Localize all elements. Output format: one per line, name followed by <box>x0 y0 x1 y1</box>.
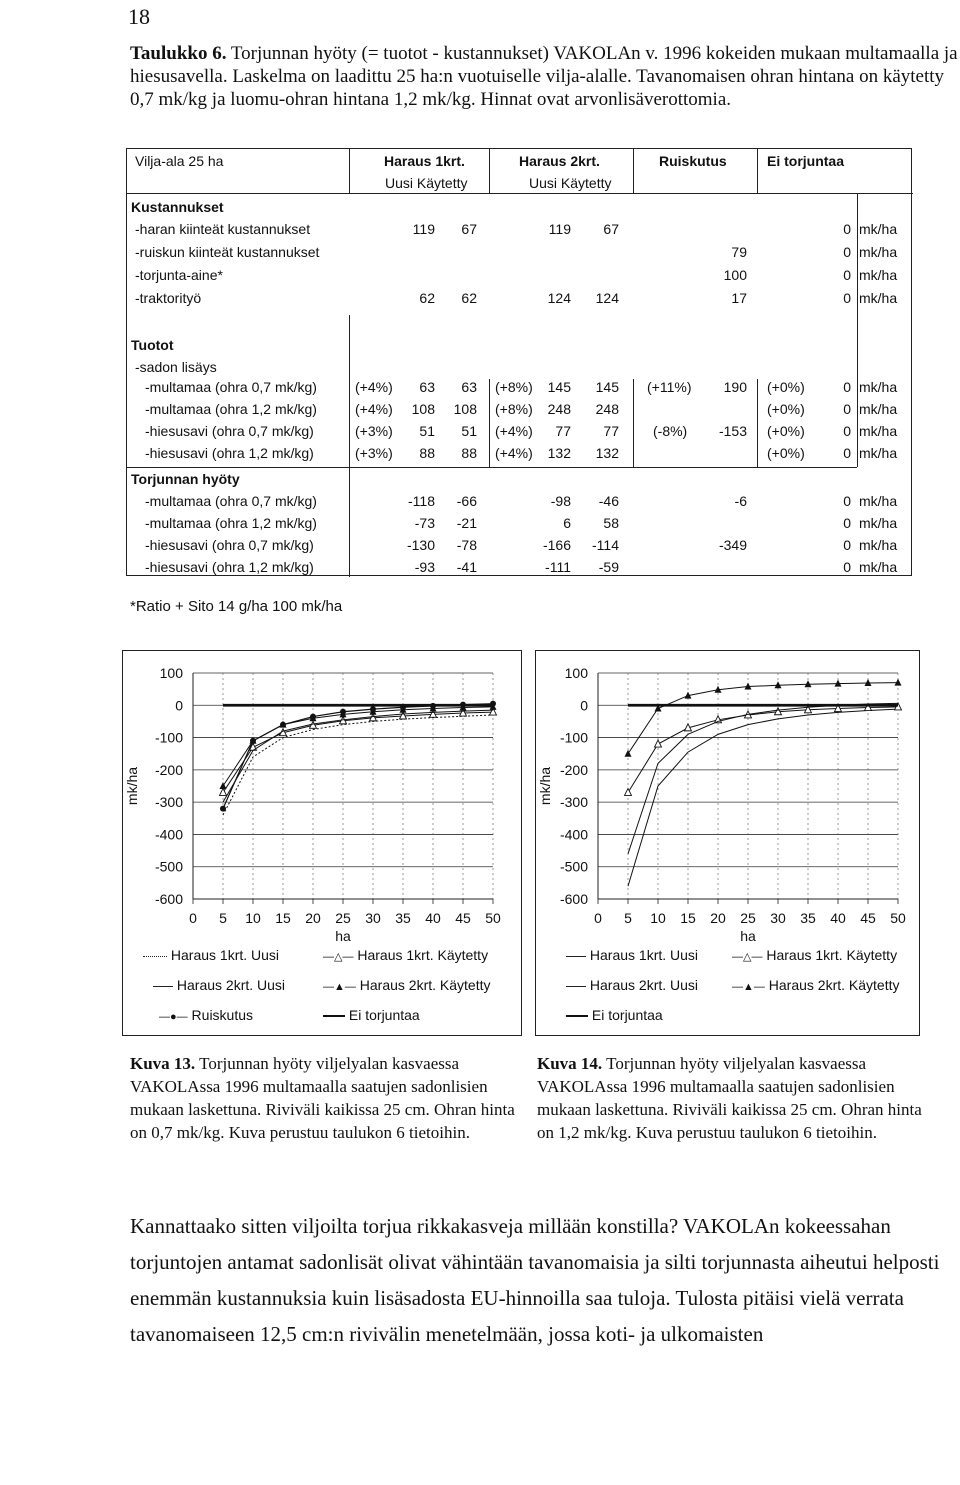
legend-item <box>566 977 698 993</box>
legend-label: Haraus 1krt. Käytetty <box>766 947 898 963</box>
y-tick-label: -400 <box>154 826 183 843</box>
legend-line-icon <box>143 956 167 957</box>
cost-benefit-table <box>126 148 912 576</box>
cell: -6 <box>734 493 747 509</box>
cell: 63 <box>419 379 435 395</box>
legend-item <box>732 947 897 963</box>
legend-item <box>323 1007 420 1023</box>
section-revenues: Tuotot <box>131 337 174 353</box>
legend-label: Ei torjuntaa <box>591 1007 663 1023</box>
legend-label: Haraus 2krt. Käytetty <box>768 977 900 993</box>
data-point <box>310 714 316 720</box>
x-tick-label: 0 <box>594 910 602 926</box>
data-point <box>895 679 902 686</box>
cell: -41 <box>456 559 477 575</box>
series-line <box>628 683 898 754</box>
col-header-ruiskutus: Ruiskutus <box>659 153 727 169</box>
cell: 88 <box>461 445 477 461</box>
cell: -111 <box>545 559 571 575</box>
table-caption-text: Torjunnan hyöty (= tuotot - kustannukset) VAKOLAn v. 1996 kokeiden mukaan multamaalla ja hiesusavella. Laskelma on laadittu 25 ha:n vuotuiselle vilja-alalle. Tavanomaisen ohran hintana on käytetty 0,7 mk/kg ja luomu-ohran hintana 1,2 mk/kg. Hinnat ovat arvonlisäverottomia. <box>130 43 958 110</box>
col-header-ei-torjuntaa: Ei torjuntaa <box>767 153 845 169</box>
cell-pct: (+11%) <box>647 379 692 395</box>
cell: 67 <box>461 221 477 237</box>
legend-label: Haraus 2krt. Uusi <box>589 977 699 993</box>
unit: mk/ha <box>859 290 898 306</box>
legend-item <box>323 977 491 993</box>
header-sep <box>349 149 350 193</box>
table-row <box>127 290 913 313</box>
legend-item <box>323 947 488 963</box>
row-label: -traktorityö <box>135 290 202 306</box>
figure-13-label: Kuva 13. <box>130 1054 196 1073</box>
cell: 17 <box>731 290 747 306</box>
legend-line-icon <box>566 956 586 957</box>
unit: mk/ha <box>859 267 898 283</box>
cell: 124 <box>595 290 619 306</box>
series-line <box>223 712 493 792</box>
cell: 248 <box>547 401 571 417</box>
cell: 58 <box>603 515 619 531</box>
cell: 0 <box>843 290 851 306</box>
table-caption <box>130 42 960 111</box>
row-label: -hiesusavi (ohra 0,7 mk/kg) <box>145 537 314 553</box>
y-axis-label: mk/ha <box>537 766 553 806</box>
legend-line-icon <box>323 1015 345 1017</box>
row-label: -hiesusavi (ohra 1,2 mk/kg) <box>145 559 314 575</box>
legend-label: Haraus 2krt. Käytetty <box>359 977 491 993</box>
data-point <box>370 706 376 712</box>
x-tick-label: 50 <box>890 910 906 926</box>
y-tick-label: 0 <box>175 697 183 714</box>
legend-label: Haraus 2krt. Uusi <box>176 977 286 993</box>
unit: mk/ha <box>859 401 898 417</box>
data-point <box>655 740 662 747</box>
unit: mk/ha <box>859 559 898 575</box>
section-yield: -sadon lisäys <box>135 359 217 375</box>
y-tick-label: -400 <box>559 826 588 843</box>
x-tick-label: 20 <box>710 910 726 926</box>
legend-label: Haraus 1krt. Uusi <box>170 947 280 963</box>
table-row <box>127 559 913 577</box>
cell-pct: (+3%) <box>355 423 393 439</box>
legend-line-icon <box>566 986 586 987</box>
x-axis-label: ha <box>740 928 756 944</box>
figure-14-label: Kuva 14. <box>537 1054 603 1073</box>
col-header-haraus1: Haraus 1krt. <box>384 153 465 169</box>
cell: -66 <box>456 493 477 509</box>
cell: 6 <box>563 515 571 531</box>
x-tick-label: 35 <box>800 910 816 926</box>
cell: -166 <box>542 537 571 553</box>
series-line <box>628 707 898 793</box>
table-row <box>127 221 913 244</box>
cell-pct: (+0%) <box>767 423 805 439</box>
table-row <box>127 379 913 401</box>
figure-13-caption <box>130 1052 515 1144</box>
cell-pct: (+4%) <box>495 445 533 461</box>
x-tick-label: 5 <box>624 910 632 926</box>
cell: 0 <box>843 537 851 553</box>
table-row <box>127 267 913 290</box>
cell: -73 <box>414 515 435 531</box>
legend-item <box>566 1007 663 1023</box>
yield-sep <box>757 379 758 467</box>
cell: 100 <box>723 267 747 283</box>
y-tick-label: -100 <box>154 729 183 746</box>
cell: 67 <box>603 221 619 237</box>
y-tick-label: -500 <box>154 858 183 875</box>
cell: 145 <box>547 379 571 395</box>
area-label: Vilja-ala 25 ha <box>135 153 224 169</box>
x-tick-label: 25 <box>335 910 351 926</box>
cell: 0 <box>843 244 851 260</box>
x-tick-label: 10 <box>650 910 666 926</box>
y-tick-label: -600 <box>559 891 588 907</box>
data-point <box>250 738 256 744</box>
page-number: 18 <box>128 4 150 29</box>
cell: 51 <box>461 423 477 439</box>
cell: 62 <box>419 290 435 306</box>
header-sep <box>633 149 634 193</box>
cell: 190 <box>723 379 747 395</box>
header-sep <box>757 149 758 193</box>
table-row <box>127 445 913 467</box>
cell: -153 <box>718 423 747 439</box>
x-tick-label: 45 <box>860 910 876 926</box>
row-label: -haran kiinteät kustannukset <box>135 221 311 237</box>
table-row <box>127 515 913 537</box>
cell: 0 <box>843 423 851 439</box>
x-axis-label: ha <box>335 928 351 944</box>
x-tick-label: 25 <box>740 910 756 926</box>
unit: mk/ha <box>859 493 898 509</box>
data-point <box>340 709 346 715</box>
series-line <box>223 707 493 786</box>
legend-item <box>732 977 900 993</box>
cell: -46 <box>598 493 619 509</box>
y-tick-label: 100 <box>159 665 183 681</box>
figure-13-text: Torjunnan hyöty viljelyalan kasvaessa VAKOLAssa 1996 multamaalla saatujen sadonlisien mukaan laskettuna. Riviväli kaikissa 25 cm. Ohran hinta on 0,7 mk/kg. Kuva perustuu taulukon 6 tietoihin. <box>130 1054 515 1142</box>
x-tick-label: 20 <box>305 910 321 926</box>
figure-14-text: Torjunnan hyöty viljelyalan kasvaessa VAKOLAssa 1996 multamaalla saatujen sadonlisien mukaan laskettuna. Riviväli kaikissa 25 cm. Ohran hinta on 1,2 mk/kg. Kuva perustuu taulukon 6 tietoihin. <box>537 1054 922 1142</box>
x-tick-label: 30 <box>770 910 786 926</box>
cell-pct: (+3%) <box>355 445 393 461</box>
legend-label: Haraus 1krt. Uusi <box>589 947 699 963</box>
cell: 108 <box>411 401 435 417</box>
figure-14 <box>535 650 920 1036</box>
header-sep <box>489 149 490 193</box>
sub-header-haraus2: Uusi Käytetty <box>529 175 612 191</box>
cell-pct: (+8%) <box>495 379 533 395</box>
legend-item <box>159 1007 253 1023</box>
series-line <box>628 703 898 853</box>
unit: mk/ha <box>859 537 898 553</box>
table-row <box>127 537 913 559</box>
yield-sep <box>489 379 490 467</box>
unit: mk/ha <box>859 379 898 395</box>
unit-sep <box>857 193 858 467</box>
x-tick-label: 5 <box>219 910 227 926</box>
cell: 0 <box>843 559 851 575</box>
cell: -93 <box>414 559 435 575</box>
legend-item <box>153 977 285 993</box>
cell: -114 <box>592 537 619 553</box>
cell: 0 <box>843 379 851 395</box>
cell: 0 <box>843 267 851 283</box>
cell-pct: (+4%) <box>495 423 533 439</box>
cell: -98 <box>550 493 571 509</box>
row-label: -hiesusavi (ohra 0,7 mk/kg) <box>145 423 314 439</box>
row-label: -multamaa (ohra 0,7 mk/kg) <box>145 493 317 509</box>
x-tick-label: 35 <box>395 910 411 926</box>
hollow-triangle-marker-icon: —△— <box>323 951 354 963</box>
cell: 0 <box>843 515 851 531</box>
cell: 0 <box>843 493 851 509</box>
cell: 0 <box>843 401 851 417</box>
table-row <box>127 401 913 423</box>
table-footnote: *Ratio + Sito 14 g/ha 100 mk/ha <box>130 598 343 615</box>
table-row <box>127 423 913 445</box>
yield-rule <box>127 467 349 468</box>
table-caption-label: Taulukko 6. <box>130 43 227 64</box>
cell-pct: (+8%) <box>495 401 533 417</box>
cell: 132 <box>595 445 619 461</box>
x-tick-label: 0 <box>189 910 197 926</box>
y-tick-label: 0 <box>580 697 588 714</box>
cell: 62 <box>461 290 477 306</box>
cell: 51 <box>419 423 435 439</box>
series-line <box>223 710 493 802</box>
filled-circle-marker-icon: —●— <box>159 1011 188 1023</box>
hollow-triangle-marker-icon: —△— <box>732 951 763 963</box>
body-paragraph: Kannattaako sitten viljoilta torjua rikkakasveja millään konstilla? VAKOLAn kokeessahan torjuntojen antamat sadonlisät olivat vähintään tavanomaisia ja silti torjunnasta aiheutui helposti enemmän kustannuksia kuin lisäsadosta EU-hinnoilla saa tuloja. Tulosta pitäisi vielä verrata tavanomaiseen 12,5 cm:n rivivälin menetelmään, jossa koti- ja ulkomaisten <box>130 1214 940 1346</box>
sub-header-haraus1: Uusi Käytetty <box>385 175 468 191</box>
legend-item <box>143 947 279 963</box>
cell: 0 <box>843 445 851 461</box>
cell-pct: (+4%) <box>355 401 393 417</box>
x-tick-label: 45 <box>455 910 471 926</box>
legend-label: Ruiskutus <box>191 1007 254 1023</box>
cell: 79 <box>731 244 747 260</box>
x-tick-label: 50 <box>485 910 501 926</box>
unit: mk/ha <box>859 515 898 531</box>
y-tick-label: -100 <box>559 729 588 746</box>
x-tick-label: 15 <box>275 910 291 926</box>
row-label: -multamaa (ohra 1,2 mk/kg) <box>145 401 317 417</box>
cell: -118 <box>408 493 435 509</box>
cell-pct: (+0%) <box>767 379 805 395</box>
table-row <box>127 244 913 267</box>
filled-triangle-marker-icon: —▲— <box>732 981 765 993</box>
cell: -21 <box>456 515 477 531</box>
legend-label: Ei torjuntaa <box>348 1007 420 1023</box>
data-point <box>220 806 226 812</box>
yield-sep <box>633 379 634 467</box>
data-point <box>625 788 632 795</box>
cell: 0 <box>843 221 851 237</box>
legend-item <box>566 947 698 963</box>
row-label: -ruiskun kiinteät kustannukset <box>135 244 320 260</box>
data-point <box>280 722 286 728</box>
cell: -78 <box>456 537 477 553</box>
x-tick-label: 10 <box>245 910 261 926</box>
unit: mk/ha <box>859 221 898 237</box>
cell: 88 <box>419 445 435 461</box>
unit: mk/ha <box>859 445 898 461</box>
y-axis-label: mk/ha <box>124 766 140 806</box>
row-label: -multamaa (ohra 1,2 mk/kg) <box>145 515 317 531</box>
cell: -130 <box>406 537 435 553</box>
cell-pct: (+0%) <box>767 445 805 461</box>
y-tick-label: -200 <box>559 761 588 778</box>
col-header-haraus2: Haraus 2krt. <box>519 153 600 169</box>
legend-label: Haraus 1krt. Käytetty <box>357 947 489 963</box>
section-costs: Kustannukset <box>131 199 224 215</box>
row-label: -multamaa (ohra 0,7 mk/kg) <box>145 379 317 395</box>
table-row <box>127 493 913 515</box>
y-tick-label: -500 <box>559 858 588 875</box>
y-tick-label: -200 <box>154 761 183 778</box>
y-tick-label: -600 <box>154 891 183 907</box>
cell: 63 <box>461 379 477 395</box>
legend-line-icon <box>153 986 173 987</box>
y-tick-label: -300 <box>559 794 588 811</box>
cell-pct: (+0%) <box>767 401 805 417</box>
cell: -59 <box>598 559 619 575</box>
series-line <box>628 709 898 886</box>
y-tick-label: 100 <box>564 665 588 681</box>
x-tick-label: 40 <box>830 910 846 926</box>
x-tick-label: 15 <box>680 910 696 926</box>
cell: 77 <box>555 423 571 439</box>
cell: 119 <box>412 221 435 237</box>
benefit-sep <box>349 315 350 577</box>
unit: mk/ha <box>859 423 898 439</box>
cell: 108 <box>453 401 477 417</box>
y-tick-label: -300 <box>154 794 183 811</box>
cell-pct: (-8%) <box>653 423 688 439</box>
unit: mk/ha <box>859 244 898 260</box>
cell: 77 <box>603 423 619 439</box>
section-benefit: Torjunnan hyöty <box>131 471 240 487</box>
filled-triangle-marker-icon: —▲— <box>323 981 356 993</box>
cell: 248 <box>595 401 619 417</box>
row-label: -torjunta-aine* <box>135 267 223 283</box>
cell: 145 <box>595 379 619 395</box>
cell-pct: (+4%) <box>355 379 393 395</box>
cell: 132 <box>547 445 571 461</box>
yield-rule <box>349 467 857 468</box>
cell: -349 <box>718 537 747 553</box>
legend-line-icon <box>566 1015 588 1017</box>
cell: 124 <box>547 290 571 306</box>
x-tick-label: 40 <box>425 910 441 926</box>
series-line <box>223 715 493 815</box>
figure-13 <box>122 650 522 1036</box>
figure-14-caption <box>537 1052 932 1144</box>
cell: 119 <box>548 221 571 237</box>
header-rule <box>127 193 913 194</box>
row-label: -hiesusavi (ohra 1,2 mk/kg) <box>145 445 314 461</box>
x-tick-label: 30 <box>365 910 381 926</box>
